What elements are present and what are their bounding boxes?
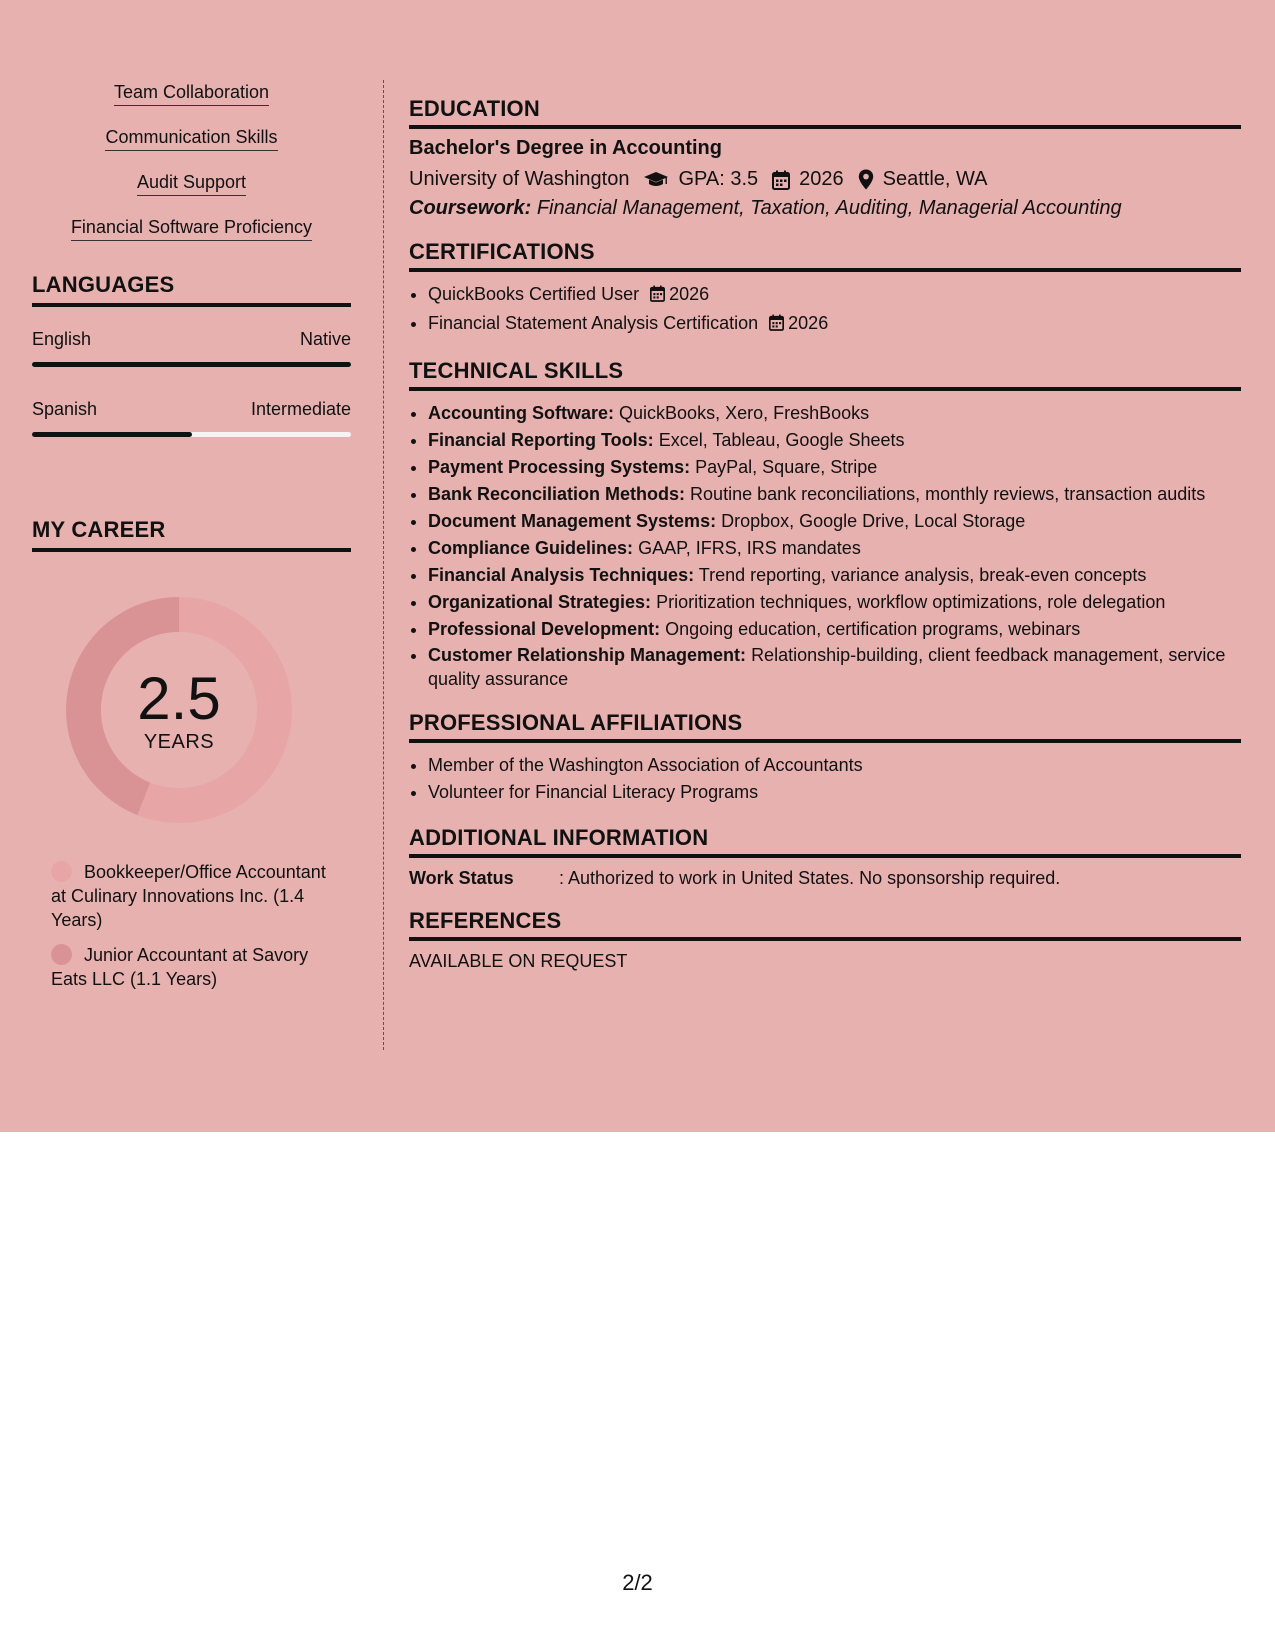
technical-skill-item [428, 400, 1241, 427]
additional-info-section [409, 825, 1241, 889]
language-row [32, 329, 351, 350]
skill-item [32, 82, 351, 108]
coursework-list: Financial Management, Taxation, Auditing, Managerial Accounting [536, 197, 1122, 219]
skill-category: Compliance Guidelines: [428, 538, 634, 558]
calendar-icon [650, 283, 665, 310]
technical-skill-item [428, 562, 1241, 589]
skill-item [32, 127, 351, 153]
technical-skill-item [428, 589, 1241, 616]
technical-skill-item [428, 481, 1241, 508]
main-content [409, 96, 1241, 972]
skill-category: Bank Reconciliation Methods: [428, 484, 686, 504]
career-heading: MY CAREER [32, 517, 351, 552]
skill-details: Routine bank reconciliations, monthly reviews, transaction audits [690, 484, 1206, 504]
career-legend-item [51, 943, 331, 991]
affiliations-section [409, 710, 1241, 806]
career-total-unit: YEARS [143, 731, 215, 753]
skill-details: QuickBooks, Xero, FreshBooks [619, 403, 870, 423]
language-level: Native [299, 329, 351, 349]
skills-list [32, 82, 351, 243]
career-legend-label: Junior Accountant at Savory Eats LLC (1.1 Years) [51, 945, 309, 989]
column-divider [383, 80, 384, 1050]
affiliation-item: • Volunteer for Financial Literacy Programs [428, 779, 1241, 806]
technical-skill-item [428, 535, 1241, 562]
skill-details: Ongoing education, certification programs, webinars [665, 619, 1081, 639]
certifications-heading: CERTIFICATIONS [409, 239, 1241, 272]
skill-details: Excel, Tableau, Google Sheets [658, 430, 905, 450]
language-proficiency-fill [32, 432, 192, 437]
technical-skill-item [428, 454, 1241, 481]
calendar-icon [769, 312, 784, 339]
skill-label: Team Collaboration [114, 82, 269, 106]
coursework-label: Coursework: [409, 197, 532, 219]
certification-item [428, 310, 1241, 339]
skill-details: Trend reporting, variance analysis, break-even concepts [698, 565, 1147, 585]
education-heading: EDUCATION [409, 96, 1241, 129]
skill-category: Document Management Systems: [428, 511, 717, 531]
career-donut-chart [66, 597, 292, 823]
skill-category: Professional Development: [428, 619, 661, 639]
affiliations-list [428, 752, 1241, 806]
career-legend [51, 860, 331, 991]
location-pin-icon [858, 169, 874, 190]
technical-skills-list [428, 400, 1241, 691]
technical-skill-item [428, 508, 1241, 535]
language-proficiency-bar [32, 432, 351, 437]
references-heading: REFERENCES [409, 908, 1241, 941]
calendar-icon [772, 170, 790, 190]
technical-skill-item [428, 616, 1241, 643]
work-status-value: : Authorized to work in United States. No sponsorship required. [559, 868, 1061, 888]
language-proficiency-bar [32, 362, 351, 367]
page-number: 2/2 [622, 1570, 653, 1595]
references-text: AVAILABLE ON REQUEST [409, 951, 628, 971]
skill-label: Financial Software Proficiency [71, 217, 312, 241]
skill-label: Audit Support [137, 172, 246, 196]
school-location: Seattle, WA [882, 168, 988, 190]
language-name: Spanish [32, 399, 98, 419]
coursework [409, 197, 1241, 220]
languages-heading: LANGUAGES [32, 272, 351, 307]
graduation-cap-icon [643, 171, 669, 189]
certification-name: Financial Statement Analysis Certification [428, 313, 759, 333]
graduation-year: 2026 [799, 168, 844, 190]
skill-category: Customer Relationship Management: [428, 645, 747, 665]
language-name: English [32, 329, 92, 349]
legend-dot [51, 861, 72, 882]
skill-category: Organizational Strategies: [428, 592, 652, 612]
skill-details: Relationship-building, client feedback management, service quality assurance [428, 645, 1226, 689]
certification-name: QuickBooks Certified User [428, 284, 640, 304]
skill-details: GAAP, IFRS, IRS mandates [638, 538, 861, 558]
language-level: Intermediate [250, 399, 351, 419]
language-proficiency-fill [32, 362, 351, 367]
technical-skill-item [428, 427, 1241, 454]
education-details [409, 168, 1241, 191]
career-legend-label: Bookkeeper/Office Accountant at Culinary Innovations Inc. (1.4 Years) [51, 862, 326, 930]
skill-details: PayPal, Square, Stripe [695, 457, 878, 477]
technical-skill-item [428, 643, 1241, 691]
affiliation-item: • Member of the Washington Association of Accountants [428, 752, 1241, 779]
work-status-label: Work Status [409, 868, 514, 888]
school-name: University of Washington [409, 168, 630, 190]
certification-year: 2026 [669, 284, 710, 304]
gpa: GPA: 3.5 [678, 168, 759, 190]
skill-item [32, 172, 351, 198]
skill-details: Prioritization techniques, workflow optimizations, role delegation [656, 592, 1166, 612]
work-status-row [409, 868, 1241, 889]
technical-skills-section [409, 358, 1241, 691]
skill-category: Financial Analysis Techniques: [428, 565, 695, 585]
certification-item [428, 281, 1241, 310]
affiliations-heading: PROFESSIONAL AFFILIATIONS [409, 710, 1241, 743]
skill-details: Dropbox, Google Drive, Local Storage [721, 511, 1026, 531]
sidebar [32, 82, 351, 1002]
skill-category: Payment Processing Systems: [428, 457, 691, 477]
certifications-section [409, 239, 1241, 339]
technical-skills-heading: TECHNICAL SKILLS [409, 358, 1241, 391]
career-legend-item [51, 860, 331, 932]
language-row [32, 399, 351, 420]
references-section [409, 908, 1241, 972]
skill-label: Communication Skills [105, 127, 277, 151]
skill-category: Accounting Software: [428, 403, 615, 423]
certification-year: 2026 [788, 313, 829, 333]
degree-title: Bachelor's Degree in Accounting [409, 137, 722, 159]
additional-info-heading: ADDITIONAL INFORMATION [409, 825, 1241, 858]
skill-item [32, 217, 351, 243]
skill-category: Financial Reporting Tools: [428, 430, 654, 450]
certifications-list [428, 281, 1241, 339]
legend-dot [51, 944, 72, 965]
career-total-value: 2.5 [137, 665, 221, 732]
